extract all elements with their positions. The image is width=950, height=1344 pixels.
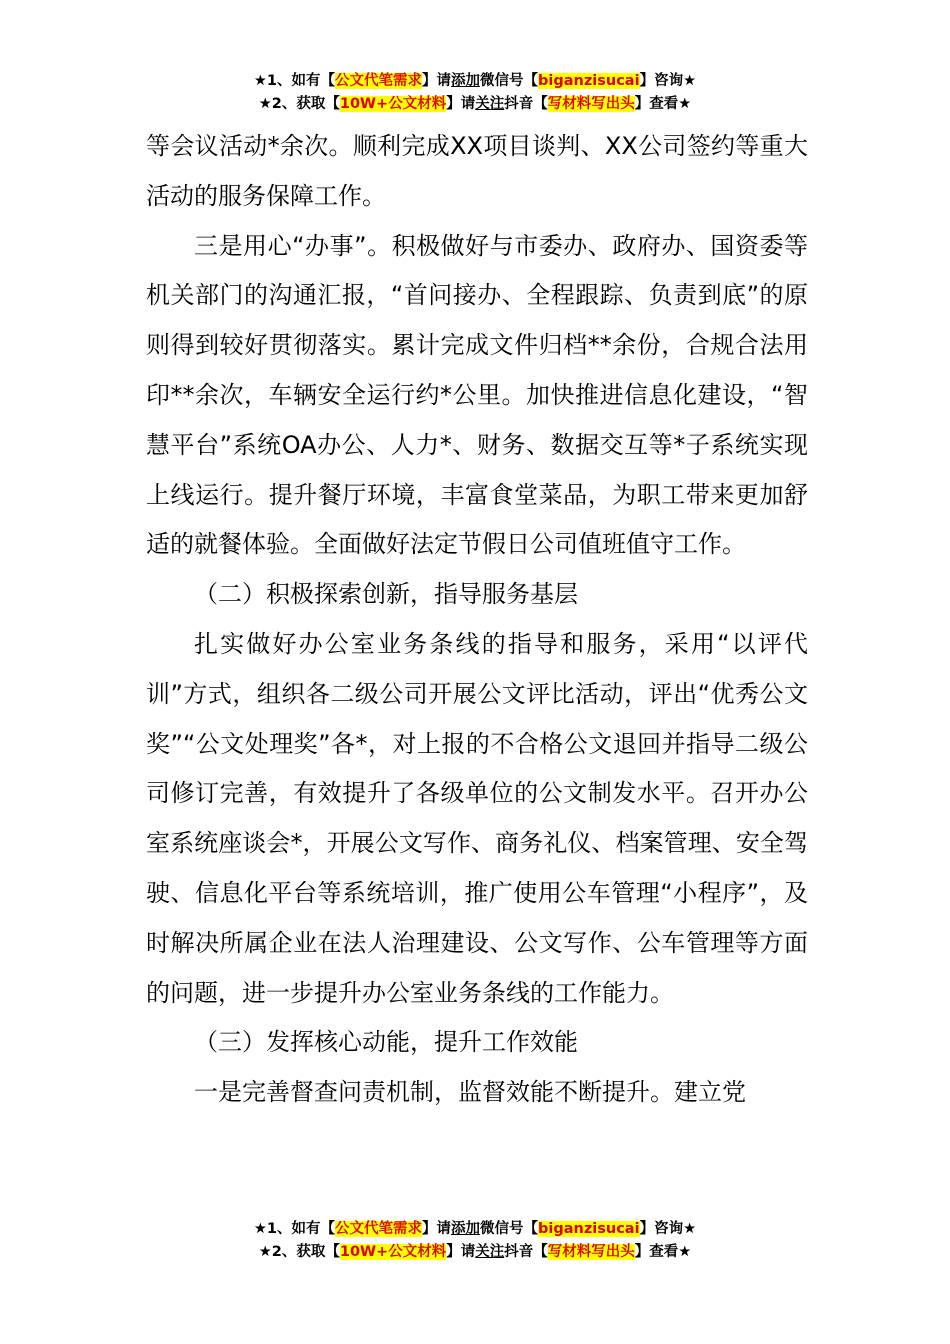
banner-line-2: ★2、获取【10W+公文材料】请关注抖音【写材料写出头】查看★ — [258, 1244, 692, 1260]
paragraph-continued: 等会议活动*余次。顺利完成XX项目谈判、XX公司签约等重大活动的服务保障工作。 — [146, 132, 808, 210]
banner-line-2: ★2、获取【10W+公文材料】请关注抖音【写材料写出头】查看★ — [258, 96, 692, 112]
highlight-materials: 10W+公文材料 — [339, 96, 447, 112]
paragraph: 扎实做好办公室业务条线的指导和服务，采用“以评代训”方式，组织各二级公司开展公文评比活动，评出“优秀公文奖”“公文处理奖”各*，对上报的不合格公文退回并指导二级公司修订完善，有效提升了各级单位的公文制发水平。召开办公室系统座谈会*，开展公文写作、商务礼仪、档案管理、安全驾驶、信息化平台等系统培训，推广使用公车管理“小程序”，及时解决所属企业在法人治理建设、公文写作、公车管理等方面的问题，进一步提升办公室业务条线的工作能力。 — [146, 629, 808, 1007]
banner-line-1: ★1、如有【公文代笔需求】请添加微信号【biganzisucai】咨询★ — [253, 1221, 697, 1237]
banner-line-1: ★1、如有【公文代笔需求】请添加微信号【biganzisucai】咨询★ — [253, 73, 697, 89]
highlight-wechat-id: biganzisucai — [538, 1221, 640, 1237]
footer-banner — [0, 1218, 950, 1264]
paragraph: 三是用心“办事”。积极做好与市委办、政府办、国资委等机关部门的沟通汇报，“首问接办、全程跟踪、负责到底”的原则得到较好贯彻落实。累计完成文件归档**余份，合规合法用印**余次，车辆安全运行约*公里。加快推进信息化建设，“智慧平台”系统OA办公、人力*、财务、数据交互等*子系统实现上线运行。提升餐厅环境，丰富食堂菜品，为职工带来更加舒适的就餐体验。全面做好法定节假日公司值班值守工作。 — [146, 231, 808, 559]
highlight-douyin: 写材料写出头 — [547, 96, 635, 112]
header-banner — [0, 70, 950, 116]
highlight-douyin: 写材料写出头 — [547, 1244, 635, 1260]
document-body — [146, 122, 808, 1118]
section-heading: （二）积极探索创新，指导服务基层 — [194, 580, 578, 609]
highlight-service: 公文代笔需求 — [335, 1221, 423, 1237]
highlight-wechat-id: biganzisucai — [538, 73, 640, 89]
highlight-materials: 10W+公文材料 — [339, 1244, 447, 1260]
highlight-service: 公文代笔需求 — [335, 73, 423, 89]
paragraph: 一是完善督查问责机制，监督效能不断提升。建立党 — [194, 1078, 746, 1107]
section-heading: （三）发挥核心动能，提升工作效能 — [194, 1028, 578, 1057]
